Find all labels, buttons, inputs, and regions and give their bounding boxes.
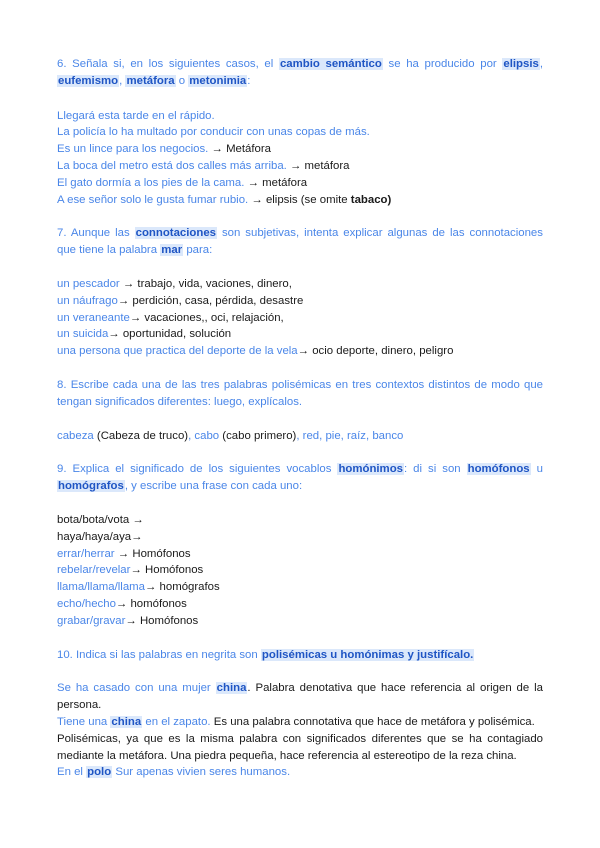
q9-term-homografos: homógrafos bbox=[58, 480, 124, 493]
q10-sentence-2 bbox=[57, 714, 543, 731]
q10-s1-answer: . Palabra denotativa que hace referencia al origen de la persona. bbox=[57, 682, 544, 712]
q7-term-connotaciones: connotaciones bbox=[135, 227, 216, 240]
spacer bbox=[57, 444, 543, 461]
q6-item-text: Es un lince para los negocios. bbox=[57, 143, 209, 156]
q10-explanation: Polisémicas, ya que es la misma palabra con significados diferentes que se ha contagiado mediante la metáfora. Una piedra pequeña, hace referencia al estereotipo de la reza china. bbox=[57, 732, 543, 762]
q10-sentence-1 bbox=[57, 680, 543, 714]
q6-item bbox=[57, 175, 543, 192]
q9-item-answer: → homógrafos bbox=[145, 581, 220, 594]
spacer bbox=[57, 630, 543, 647]
q7-item-term: una persona que practica del deporte de la vela bbox=[57, 345, 298, 358]
q8-answer-part: (cabo primero) bbox=[222, 429, 297, 442]
q6-item-answer: → elipsis (se omite bbox=[251, 193, 348, 206]
q6-item-answer: → metáfora bbox=[247, 176, 308, 189]
q10-s2-answer: Es una palabra connotativa que hace de metáfora y polisémica. bbox=[213, 715, 535, 728]
q7-item-answer: → trabajo, vida, vaciones, dinero, bbox=[122, 277, 292, 290]
q7-item-term: un pescador bbox=[57, 277, 120, 290]
q10-s4-text: En el bbox=[57, 766, 83, 779]
q6-item-text: La policía lo ha multado por conducir con unas copas de más. bbox=[57, 126, 370, 139]
q6-item bbox=[57, 141, 543, 158]
q9-item-term: rebelar/revelar bbox=[57, 564, 131, 577]
q6-mid: se ha producido por bbox=[388, 58, 497, 70]
q6-item bbox=[57, 108, 543, 125]
q10-lead: 10. Indica si las palabras en negrita son bbox=[57, 648, 258, 661]
q6-term-metonimia: metonimia bbox=[189, 74, 247, 87]
q9-item bbox=[57, 579, 543, 596]
q8-answer-part: (Cabeza de truco) bbox=[96, 429, 189, 442]
q9-item-term: haya/haya/aya bbox=[57, 530, 132, 543]
spacer bbox=[57, 208, 543, 225]
q9-item-answer: → bbox=[132, 513, 144, 526]
q9-lead: 9. Explica el significado de los siguientes vocablos bbox=[57, 463, 332, 476]
q9-item-answer: → bbox=[131, 530, 143, 543]
q6-item-text: El gato dormía a los pies de la cama. bbox=[57, 176, 245, 189]
spacer bbox=[57, 495, 543, 512]
q7-lead: 7. Aunque las bbox=[57, 227, 130, 240]
question-8-prompt: 8. Escribe cada una de las tres palabras polisémicas en tres contextos distintos de modo que tengan significados diferentes: luego, explícalos. bbox=[57, 378, 543, 408]
q6-item-text: Llegará esta tarde en el rápido. bbox=[57, 109, 215, 122]
q8-answer-part: cabeza bbox=[57, 429, 94, 442]
q10-s2-text-end: en el zapato. bbox=[145, 715, 211, 728]
q7-item bbox=[57, 343, 543, 360]
q7-item bbox=[57, 310, 543, 327]
q9-item-term: errar/herrar bbox=[57, 547, 115, 560]
q6-term-eufemismo: eufemismo bbox=[58, 74, 119, 87]
q6-term-cambio-semantico: cambio semántico bbox=[279, 58, 382, 70]
q7-item-answer: → ocio deporte, dinero, peligro bbox=[297, 345, 454, 358]
q9-u: u bbox=[536, 463, 544, 476]
q10-s2-text: Tiene una bbox=[57, 715, 108, 728]
q10-term-polisemicas-homonimas: polisémicas u homónimas y justifícalo. bbox=[261, 648, 474, 661]
question-9-prompt bbox=[57, 461, 543, 495]
q7-item bbox=[57, 293, 543, 310]
question-10-prompt bbox=[57, 647, 543, 664]
q7-item-answer: → oportunidad, solución bbox=[108, 328, 232, 341]
q7-item-answer: → perdición, casa, pérdida, desastre bbox=[117, 294, 304, 307]
q9-term-homofonos: homófonos bbox=[467, 463, 530, 476]
q10-s1-text: Se ha casado con una mujer bbox=[57, 682, 211, 695]
q10-s1-term-china: china bbox=[216, 682, 247, 695]
q8-answer-part: , cabo bbox=[188, 429, 220, 442]
q6-item-text: La boca del metro está dos calles más arriba. bbox=[57, 159, 287, 172]
q7-items bbox=[57, 276, 543, 360]
q6-sep1: , bbox=[539, 58, 544, 70]
q9-mid: : di si son bbox=[403, 463, 461, 476]
q10-s4-term-polo: polo bbox=[87, 766, 112, 779]
question-6-prompt bbox=[57, 56, 543, 90]
q9-item-term: llama/llama/llama bbox=[57, 581, 145, 594]
q6-term-elipsis: elipsis bbox=[503, 58, 539, 70]
q10-sentence-4 bbox=[57, 764, 543, 781]
q7-mid: son subjetivas, intenta explicar algunas de las connotaciones que tiene la palabra bbox=[57, 227, 543, 257]
q9-item-answer: → Homófonos bbox=[130, 564, 204, 577]
q6-item bbox=[57, 124, 543, 141]
q7-item bbox=[57, 326, 543, 343]
q7-end: para: bbox=[186, 244, 213, 257]
q6-or: o bbox=[178, 74, 186, 87]
q6-end: : bbox=[247, 74, 251, 87]
q9-item bbox=[57, 529, 543, 546]
q6-sep2: , bbox=[119, 74, 123, 87]
q9-item-term: echo/hecho bbox=[57, 597, 116, 610]
q9-item-answer: → Homófonos bbox=[125, 614, 199, 627]
q10-s2-term-china: china bbox=[111, 715, 142, 728]
q6-item-answer: → Metáfora bbox=[211, 143, 272, 156]
q6-term-metafora: metáfora bbox=[126, 74, 175, 87]
document-page bbox=[57, 56, 543, 781]
q10-s4-text-end: Sur apenas vivien seres humanos. bbox=[115, 766, 291, 779]
spacer bbox=[57, 663, 543, 680]
q6-item-text: A ese señor solo le gusta fumar rubio. bbox=[57, 193, 249, 206]
q7-item-term: un suicida bbox=[57, 328, 109, 341]
q6-items bbox=[57, 108, 543, 209]
q9-end: , y escribe una frase con cada uno: bbox=[124, 480, 303, 493]
q9-item bbox=[57, 613, 543, 630]
q6-item-answer-bold: tabaco) bbox=[350, 193, 392, 206]
question-7-prompt bbox=[57, 225, 543, 259]
q9-items bbox=[57, 512, 543, 630]
q6-lead: 6. Señala si, en los siguientes casos, el bbox=[57, 58, 274, 70]
q9-item-answer: → Homófonos bbox=[117, 547, 191, 560]
q9-item bbox=[57, 596, 543, 613]
q7-item bbox=[57, 276, 543, 293]
spacer bbox=[57, 411, 543, 428]
q6-item bbox=[57, 158, 543, 175]
q7-term-mar: mar bbox=[161, 244, 183, 257]
q9-item-answer: → homófonos bbox=[115, 597, 187, 610]
q6-item bbox=[57, 192, 543, 209]
q7-item-answer: → vacaciones,, oci, relajación, bbox=[129, 311, 284, 324]
q8-answer bbox=[57, 428, 543, 445]
spacer bbox=[57, 259, 543, 276]
spacer bbox=[57, 360, 543, 377]
q6-item-answer: → metáfora bbox=[290, 159, 350, 172]
q9-item bbox=[57, 562, 543, 579]
q8-answer-part: , red, pie, raíz, banco bbox=[296, 429, 404, 442]
q9-item-term: grabar/gravar bbox=[57, 614, 126, 627]
q9-item bbox=[57, 546, 543, 563]
q9-item bbox=[57, 512, 543, 529]
q9-term-homonimos: homónimos bbox=[338, 463, 403, 476]
q9-item-term: bota/bota/vota bbox=[57, 513, 130, 526]
q7-item-term: un veraneante bbox=[57, 311, 130, 324]
q7-item-term: un náufrago bbox=[57, 294, 118, 307]
